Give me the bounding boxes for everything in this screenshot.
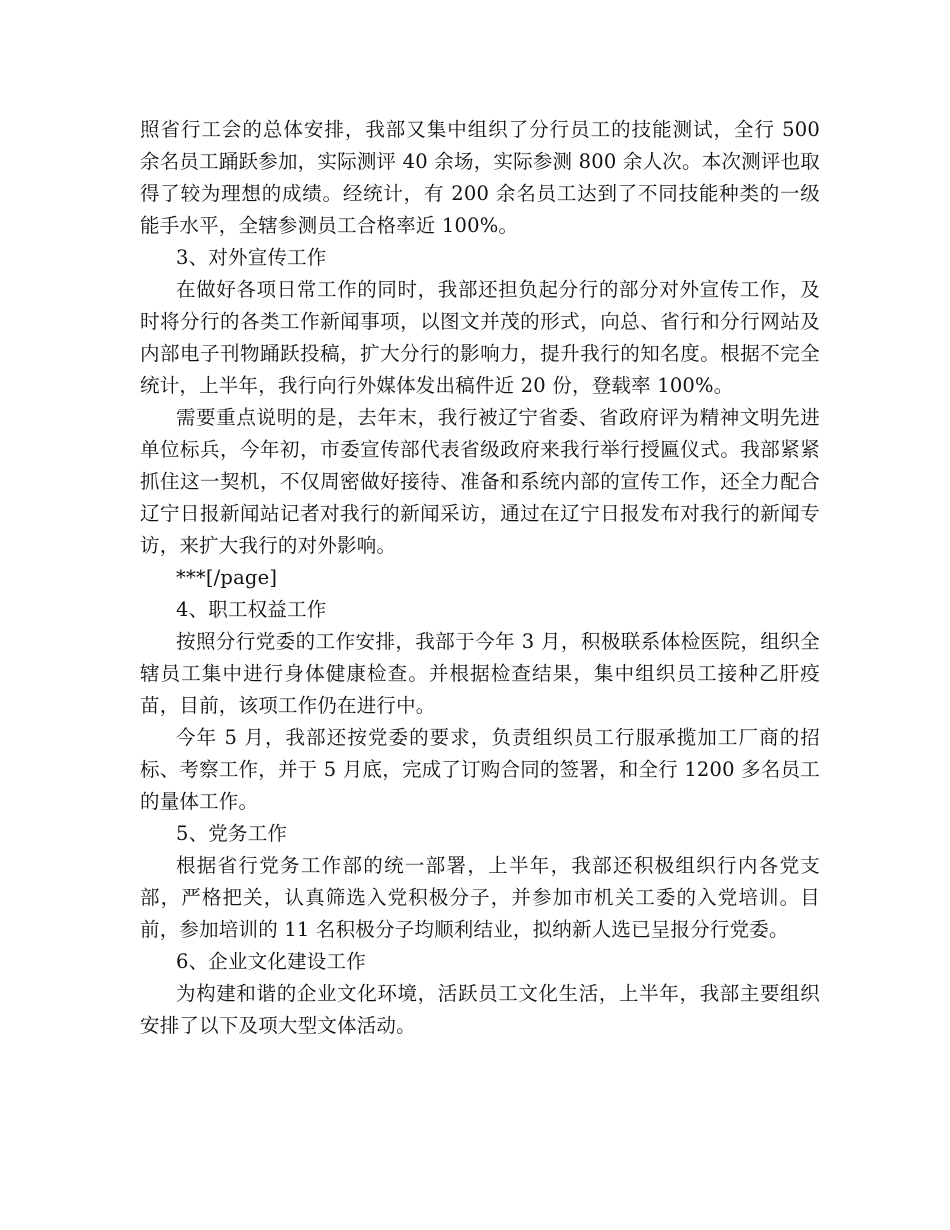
body-paragraph-4: 按照分行党委的工作安排，我部于今年 3 月，积极联系体检医院，组织全辖员工集中进行身体健康检查。并根据检查结果，集中组织员工接种乙肝疫苗，目前，该项工作仍在进行中。 [140,630,820,717]
section-heading-6: 6、企业文化建设工作 [176,950,366,973]
section-heading-4: 4、职工权益工作 [176,598,327,621]
body-paragraph-5: 今年 5 月，我部还按党委的要求，负责组织员工行服承揽加工厂商的招标、考察工作，并于 5 月底，完成了订购合同的签署，和全行 1200 多名员工的量体工作。 [140,726,820,813]
body-paragraph-7: 为构建和谐的企业文化环境，活跃员工文化生活，上半年，我部主要组织安排了以下及项大型文体活动。 [140,982,820,1037]
section-heading-3: 3、对外宣传工作 [176,246,327,269]
body-paragraph-6: 根据省行党务工作部的统一部署，上半年，我部还积极组织行内各党支部，严格把关，认真筛选入党积极分子，并参加市机关工委的入党培训。目前，参加培训的 11 名积极分子均顺利结业，拟纳新人选已呈报分行党委。 [140,854,820,941]
body-paragraph-1: 照省行工会的总体安排，我部又集中组织了分行员工的技能测试，全行 500 余名员工踊跃参加，实际测评 40 余场，实际参测 800 余人次。本次测评也取得了较为理想的成绩。经统计，有 200 余名员工达到了不同技能种类的一级能手水平，全辖参测员工合格率近 100%。 [140,118,820,237]
page-marker: ***[/page] [176,566,278,589]
document-body [140,114,820,1042]
section-heading-5: 5、党务工作 [176,822,288,845]
body-paragraph-3: 需要重点说明的是，去年末，我行被辽宁省委、省政府评为精神文明先进单位标兵，今年初，市委宣传部代表省级政府来我行举行授匾仪式。我部紧紧抓住这一契机，不仅周密做好接待、准备和系统内部的宣传工作，还全力配合辽宁日报新闻站记者对我行的新闻采访，通过在辽宁日报发布对我行的新闻专访，来扩大我行的对外影响。 [140,406,820,557]
body-paragraph-2: 在做好各项日常工作的同时，我部还担负起分行的部分对外宣传工作，及时将分行的各类工作新闻事项，以图文并茂的形式，向总、省行和分行网站及内部电子刊物踊跃投稿，扩大分行的影响力，提升我行的知名度。根据不完全统计，上半年，我行向行外媒体发出稿件近 20 份，登载率 100%。 [140,278,820,397]
